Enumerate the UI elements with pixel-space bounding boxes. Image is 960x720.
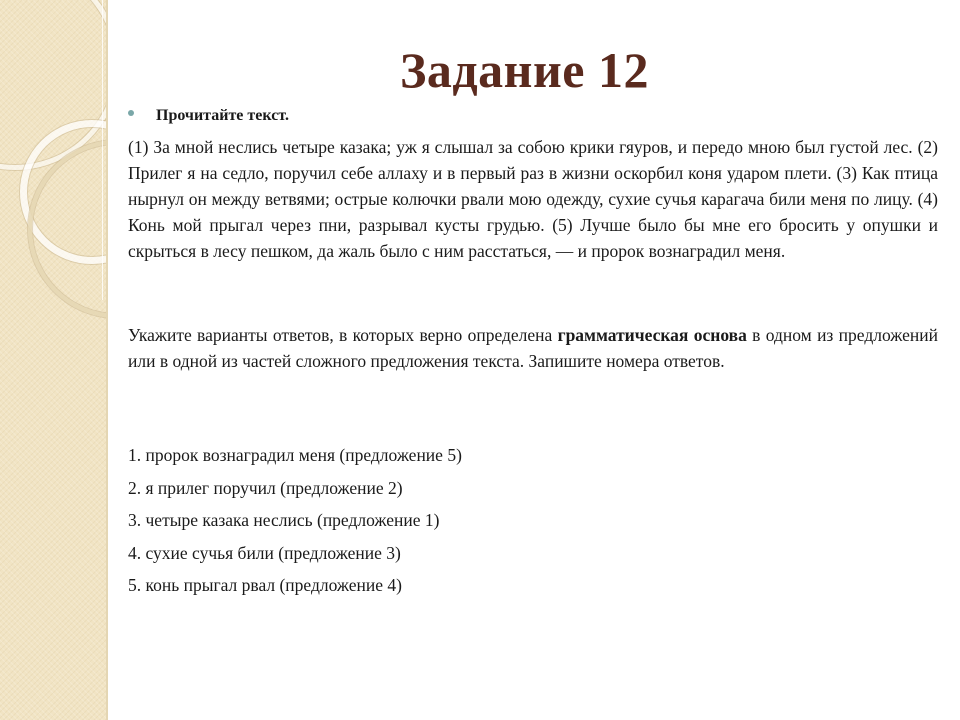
answer-options-list [128, 442, 462, 605]
answer-option: 5. конь прыгал рвал (предложение 4) [128, 575, 402, 595]
sidebar-divider [106, 0, 108, 720]
instruction-part: в одном из предложений или в одной из частей сложного предложения текста. Запишите номера ответов. [128, 325, 938, 371]
instruction-text [128, 322, 938, 374]
instruction-part: Укажите варианты ответов, в которых верно определена [128, 325, 558, 345]
decorative-sidebar [0, 0, 106, 720]
answer-option: 2. я прилег поручил (предложение 2) [128, 477, 403, 498]
bullet-dot-icon [128, 110, 134, 116]
passage-text: (1) За мной неслись четыре казака; уж я слышал за собою крики гяуров, и передо мною был густой лес. (2) Прилег я на седло, поручил себе аллаху и в первый раз в жизни оскорбил коня ударом плети. (3) Как птица нырнул он между ветвями; острые колючки рвали мою одежду, сухие сучья карагача били меня по лицу. (4) Конь мой прыгал через пни, разрывал кусты грудью. (5) Лучше было бы мне его бросить у опушки и скрыться в лесу пешком, да жаль было с ним расстаться, — и пророк вознаградил меня. [128, 137, 938, 261]
bullet-item [128, 104, 289, 128]
answer-option: 4. сухие сучья били (предложение 3) [128, 542, 401, 563]
instruction-bold-term: грамматическая основа [557, 325, 747, 345]
answer-option: 1. пророк вознаградил меня (предложение 5) [128, 445, 462, 465]
slide-title: Задание 12 [400, 42, 649, 98]
decorative-line [102, 0, 103, 300]
answer-option: 3. четыре казака неслись (предложение 1) [128, 510, 440, 530]
bullet-label: Прочитайте текст. [156, 107, 289, 124]
